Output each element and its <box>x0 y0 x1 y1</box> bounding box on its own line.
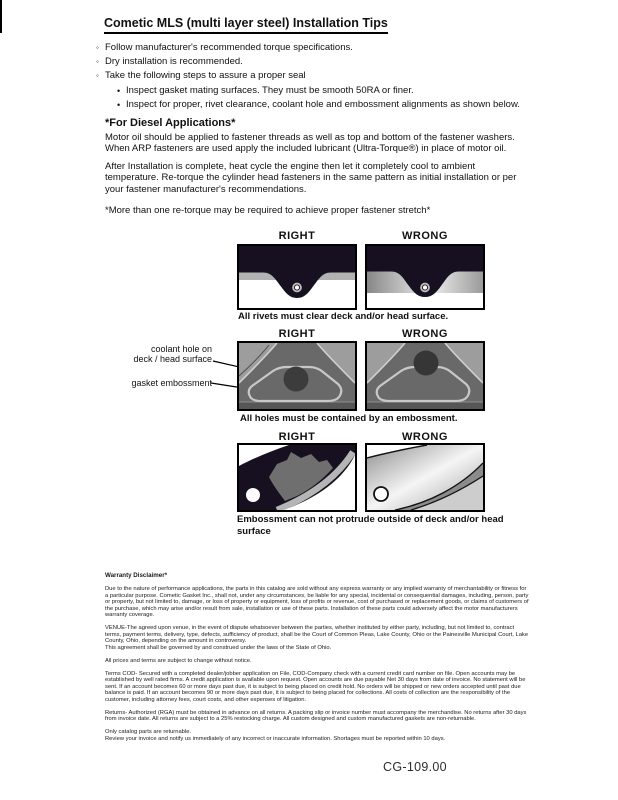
legal-paragraph: Due to the nature of performance applications, the parts in this catalog are sold without any express warranty or any implied warranty of merchantability or fitness for a particular purpose. Cometic Gasket Inc., shall not, under any circumstances, be liable for any special, incidental or consequential damages, including, person, party or property, but not limited to, damage, or loss of property or equipment, loss of profits or revenue, cost of purchased or replacement goods, or claims of customers of the purchase, which may arise and/or result from sale, installation or use of these parts. Installation of these parts could adversely affect the motor manufacturers warranty coverage. <box>105 586 529 618</box>
fig1-wrong-diagram <box>365 244 485 310</box>
fig1-right-diagram <box>237 244 357 310</box>
fig3-wrong-label: WRONG <box>402 431 448 443</box>
fig1-caption: All rivets must clear deck and/or head surface. <box>238 311 449 322</box>
scan-edge-mark <box>0 0 2 33</box>
fig1-wrong-label: WRONG <box>402 230 448 242</box>
fig2-caption: All holes must be contained by an embossment. <box>240 413 458 424</box>
gasket-embossment-annotation: gasket embossment <box>131 378 212 388</box>
fig2-right-diagram <box>237 341 357 411</box>
fig3-right-diagram <box>237 443 357 512</box>
tip-text: Inspect gasket mating surfaces. They must be smooth 50RA or finer. <box>126 84 414 96</box>
fig2-wrong-label: WRONG <box>402 328 448 340</box>
sub-bullet-icon: • <box>117 99 121 110</box>
legal-paragraph: All prices and terms are subject to change without notice. <box>105 657 252 664</box>
diesel-paragraph-1: Motor oil should be applied to fastener threads as well as top and bottom of the fastener washers. When ARP fasteners are used apply the included lubricant (Ultra-Torque®) in place of motor oil. <box>105 132 515 155</box>
fig3-right-label: RIGHT <box>278 431 316 443</box>
bullet-icon: ◦ <box>96 57 99 67</box>
list-item <box>96 98 536 112</box>
list-item <box>96 84 536 98</box>
legal-paragraph: Only catalog parts are returnable. <box>105 729 192 735</box>
legal-paragraph: This agreement shall be governed by and construed under the laws of the State of Ohio. <box>105 644 332 651</box>
page-code: CG-109.00 <box>383 760 447 774</box>
legal-paragraph: Terms COD- Secured with a completed dealer/jobber application on File, COD-Company check with a current credit card number on file. Open accounts may be established by well rated firms. A credit application is available upon request. Open accounts are due payable Net 30 days from date of invoice. No statement will be sent. If an account becomes 60 or more days past due, it is subject to being placed on credit hold. No orders will be shipped or new orders accepted until past due balance is paid. If an account becomes 90 or more days past due, it is subject to being placed for collections. All costs of collection are the responsibility of the customer, including attorney fees, court costs, and other expenses of litigation. <box>105 670 526 703</box>
fig3-caption: Embossment can not protrude outside of deck and/or head surface <box>237 514 504 537</box>
rivet-interfere-diagram <box>367 246 483 308</box>
fig2-wrong-diagram <box>365 341 485 411</box>
embossment-inside-diagram <box>239 445 355 510</box>
legal-paragraph: VENUE-The agreed upon venue, in the event of dispute whatsoever between the parties, whether instituted by either party, including, but not limited to, contract terms, payment terms, delivery, type, defects, sufficiency of product, shall be the Court of Common Pleas, Lake County, Ohio or the Painesville Municipal Court, Lake County, Ohio, depending on the amount in controversy. <box>105 625 529 644</box>
diesel-section-heading: *For Diesel Applications* <box>105 117 236 129</box>
coolant-hole-annotation: coolant hole on deck / head surface <box>133 344 212 364</box>
fig2-right-label: RIGHT <box>278 328 316 340</box>
page-title: Cometic MLS (multi layer steel) Installation Tips <box>104 16 388 34</box>
list-item <box>96 69 536 83</box>
list-item <box>96 55 536 69</box>
tip-text: Take the following steps to assure a proper seal <box>105 70 306 82</box>
bullet-icon: ◦ <box>96 43 99 52</box>
tip-text: Follow manufacturer's recommended torque specifications. <box>105 42 353 53</box>
warranty-heading: Warranty Disclaimer* <box>105 572 168 579</box>
retorque-note: *More than one re-torque may be required to achieve proper fastener stretch* <box>105 205 431 216</box>
fig1-right-label: RIGHT <box>278 230 316 242</box>
sub-bullet-icon: • <box>117 85 121 96</box>
tip-text: Dry installation is recommended. <box>105 56 243 68</box>
rivet-clear-diagram <box>239 246 355 308</box>
legal-paragraph: Review your invoice and notify us immediately of any incorrect or inaccurate information. Shortages must be reported within 10 days. <box>105 735 446 742</box>
list-item <box>96 41 536 55</box>
legal-paragraph: Returns- Authorized (RGA) must be obtained in advance on all returns. A packing slip or invoice number must accompany the merchandise. No returns after 30 days from invoice date. All returns are subject to a 25% restocking charge. All custom designed and custom manufactured gaskets are non-returnable. <box>105 709 527 722</box>
hole-contained-diagram <box>239 343 355 409</box>
diesel-paragraph-2: After Installation is complete, heat cycle the engine then let it completely cool to ambient temperature. Re-torque the cylinder head fasteners in the same pattern as initial installation or per your fastener manufacturer's recommendations. <box>105 161 517 195</box>
hole-outside-diagram <box>367 343 483 409</box>
tip-text: Inspect for proper, rivet clearance, coolant hole and embossment alignments as shown below. <box>126 98 520 110</box>
bullet-icon: ◦ <box>96 71 99 81</box>
warranty-disclaimer-block <box>105 573 530 749</box>
embossment-protrude-diagram <box>367 445 483 510</box>
fig3-wrong-diagram <box>365 443 485 512</box>
installation-tips-list <box>96 41 536 112</box>
